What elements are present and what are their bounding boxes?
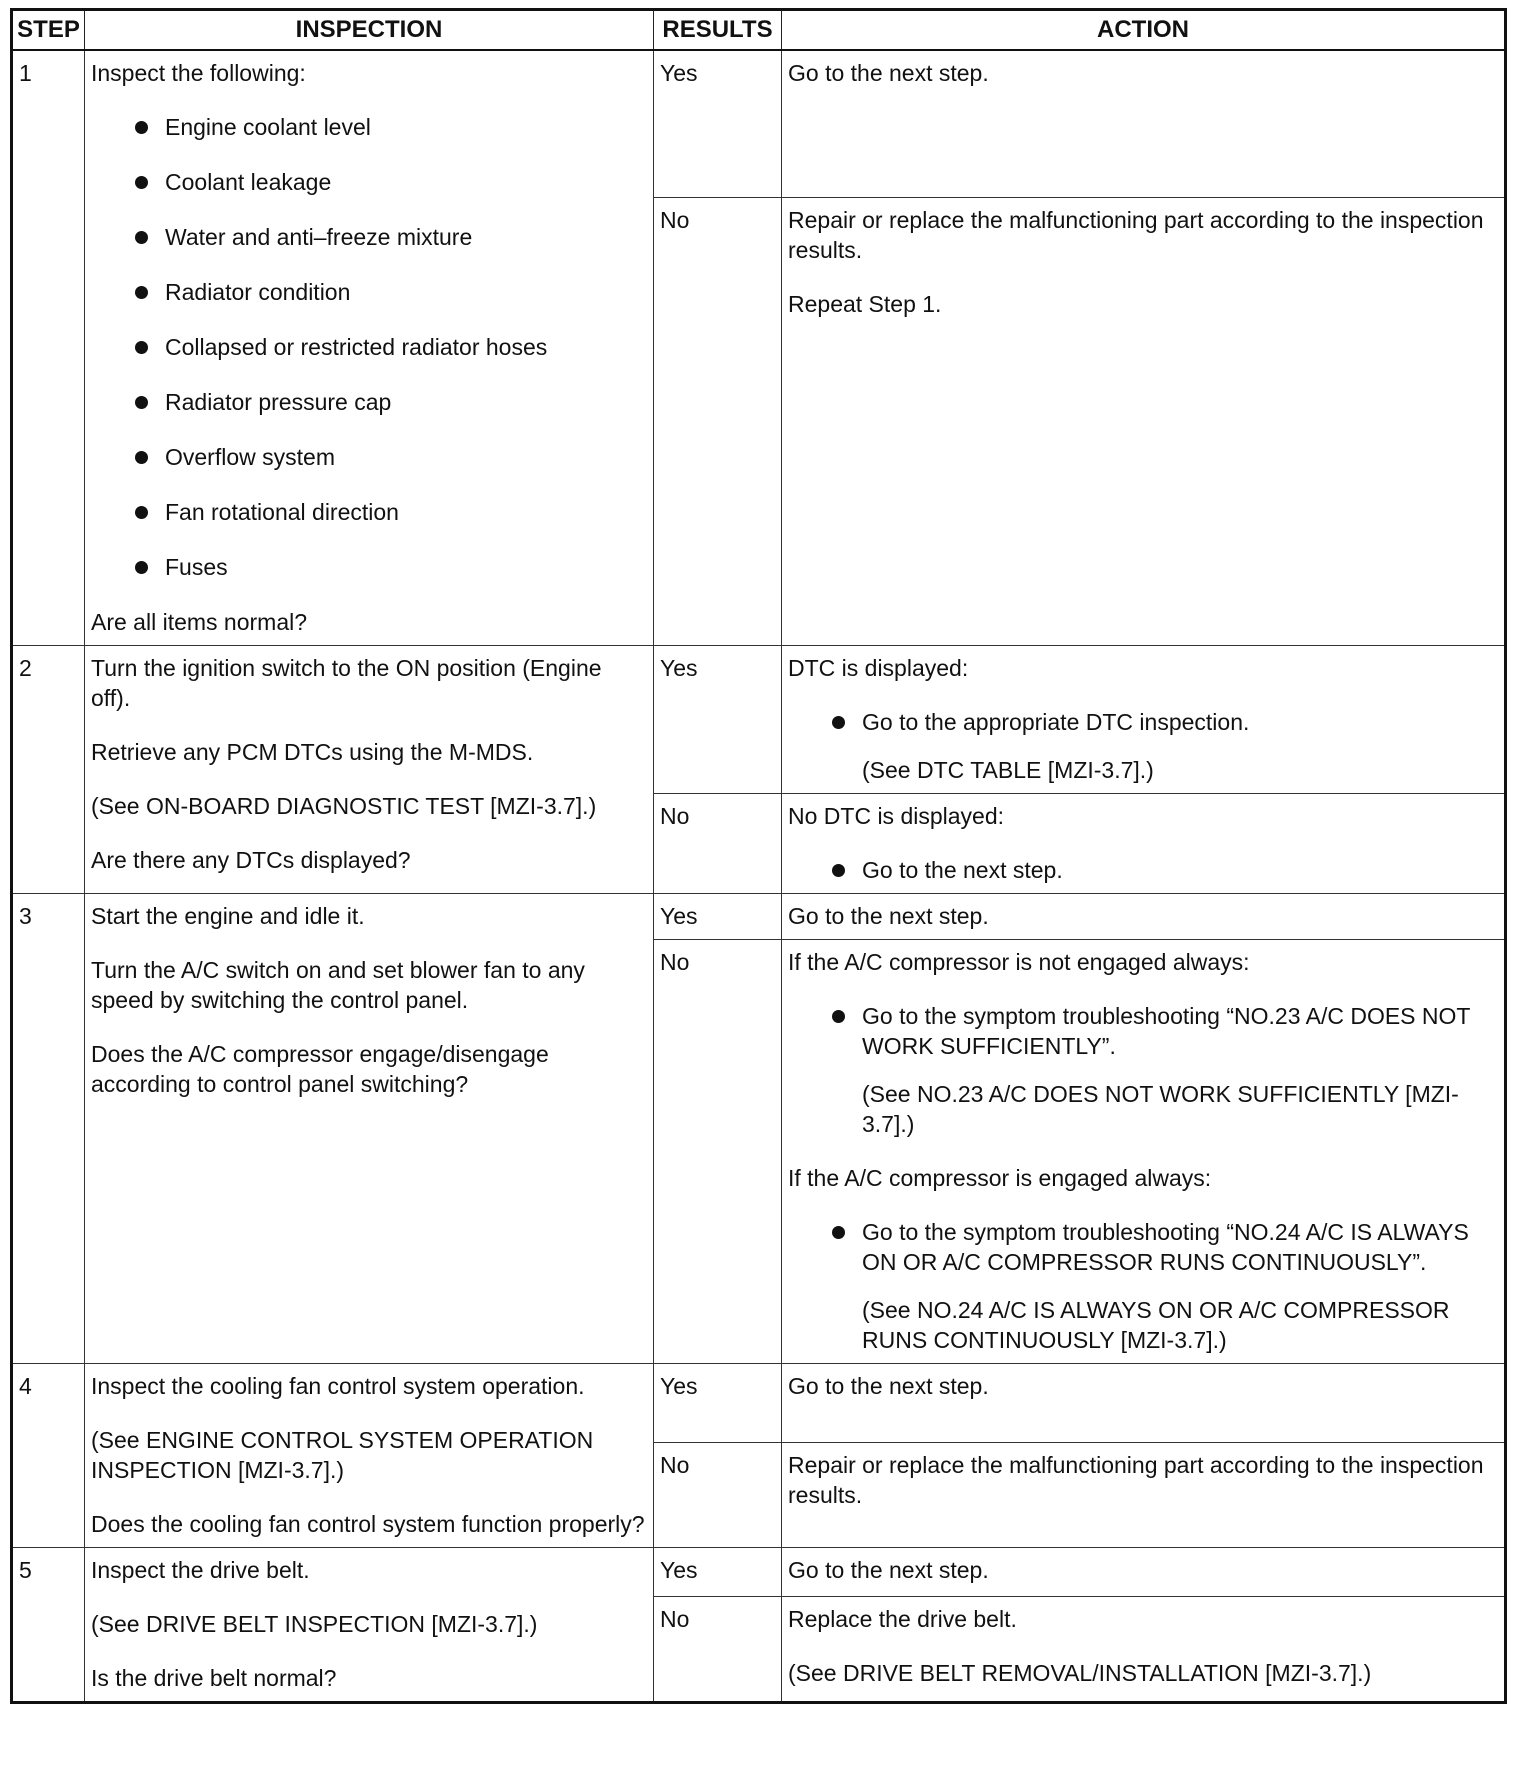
step-2-inspection (85, 646, 654, 894)
diagnostic-page (10, 8, 1504, 1704)
step-5-yes-action: Go to the next step. (782, 1548, 1506, 1597)
header-inspection: INSPECTION (85, 10, 654, 51)
step-1-item: Coolant leakage (135, 167, 647, 197)
step-3-yes-row (12, 894, 1506, 940)
step-2-yes-result: Yes (654, 646, 782, 794)
step-5-yes-row (12, 1548, 1506, 1597)
step-2-number: 2 (12, 646, 85, 894)
step-2-yes-bullet: Go to the appropriate DTC inspection. (832, 707, 1498, 737)
step-1-item: Fan rotational direction (135, 497, 647, 527)
step-1-yes-row (12, 50, 1506, 198)
step-2-yes-reference: (See DTC TABLE [MZI-3.7].) (862, 757, 1154, 783)
step-1-yes-result: Yes (654, 50, 782, 198)
step-3-no-bullet-list-1 (788, 1001, 1498, 1061)
diagnostic-procedure-table (10, 8, 1507, 1704)
step-1-item: Water and anti–freeze mixture (135, 222, 647, 252)
step-5-no-reference: (See DRIVE BELT REMOVAL/INSTALLATION [MZI-3.7].) (788, 1659, 1372, 1686)
step-2-instruction: Turn the ignition switch to the ON position (Engine off). (91, 655, 602, 711)
step-5-yes-result: Yes (654, 1548, 782, 1597)
step-4-instruction: Inspect the cooling fan control system operation. (91, 1373, 585, 1399)
step-5-question: Is the drive belt normal? (91, 1665, 337, 1691)
step-3-number: 3 (12, 894, 85, 1364)
step-3-yes-result: Yes (654, 894, 782, 940)
step-3-no-reference-2: (See NO.24 A/C IS ALWAYS ON OR A/C COMPRESSOR RUNS CONTINUOUSLY [MZI-3.7].) (862, 1297, 1450, 1353)
step-2-yes-row (12, 646, 1506, 794)
step-5-no-result: No (654, 1596, 782, 1703)
step-5-instruction: Inspect the drive belt. (91, 1557, 310, 1583)
step-3-no-reference-1: (See NO.23 A/C DOES NOT WORK SUFFICIENTLY [MZI-3.7].) (862, 1081, 1459, 1137)
step-1-item-list (91, 112, 647, 582)
step-4-yes-action: Go to the next step. (782, 1364, 1506, 1443)
step-1-no-action-repeat: Repeat Step 1. (788, 291, 942, 317)
step-3-question: Does the A/C compressor engage/disengage according to control panel switching? (91, 1041, 549, 1097)
step-3-no-result: No (654, 940, 782, 1364)
step-1-no-result: No (654, 198, 782, 646)
step-1-item: Radiator pressure cap (135, 387, 647, 417)
step-4-number: 4 (12, 1364, 85, 1548)
step-3-no-action (782, 940, 1506, 1364)
step-2-reference: (See ON-BOARD DIAGNOSTIC TEST [MZI-3.7].) (91, 793, 597, 819)
step-2-yes-bullet-list (788, 707, 1498, 737)
step-1-item: Collapsed or restricted radiator hoses (135, 332, 647, 362)
step-2-no-action-text: No DTC is displayed: (788, 803, 1005, 829)
step-1-item: Engine coolant level (135, 112, 647, 142)
step-1-no-action (782, 198, 1506, 646)
step-3-yes-action: Go to the next step. (782, 894, 1506, 940)
step-2-retrieve: Retrieve any PCM DTCs using the M-MDS. (91, 739, 534, 765)
table-header-row (12, 10, 1506, 51)
header-results: RESULTS (654, 10, 782, 51)
step-3-no-bullet-list-2 (788, 1217, 1498, 1277)
header-action: ACTION (782, 10, 1506, 51)
step-4-question: Does the cooling fan control system function properly? (91, 1511, 645, 1537)
step-4-inspection (85, 1364, 654, 1548)
header-step: STEP (12, 10, 85, 51)
step-3-start-engine: Start the engine and idle it. (91, 903, 365, 929)
step-4-yes-result: Yes (654, 1364, 782, 1443)
step-4-no-action: Repair or replace the malfunctioning part according to the inspection results. (782, 1443, 1506, 1548)
step-3-no-bullet-2: Go to the symptom troubleshooting “NO.24 A/C IS ALWAYS ON OR A/C COMPRESSOR RUNS CONTINUOUSLY”. (832, 1217, 1498, 1277)
step-5-no-action-text: Replace the drive belt. (788, 1605, 1017, 1632)
step-1-intro: Inspect the following: (91, 60, 306, 86)
step-1-number: 1 (12, 50, 85, 646)
step-3-ac-switch: Turn the A/C switch on and set blower fan to any speed by switching the control panel. (91, 957, 585, 1013)
step-5-number: 5 (12, 1548, 85, 1703)
step-1-yes-action: Go to the next step. (782, 50, 1506, 198)
step-5-reference: (See DRIVE BELT INSPECTION [MZI-3.7].) (91, 1611, 538, 1637)
step-3-no-case-2: If the A/C compressor is engaged always: (788, 1165, 1212, 1191)
step-4-no-result: No (654, 1443, 782, 1548)
step-2-no-bullet-list (788, 855, 1498, 885)
step-2-no-result: No (654, 794, 782, 894)
step-1-no-action-text: Repair or replace the malfunctioning part according to the inspection results. (788, 207, 1484, 263)
step-1-item: Fuses (135, 552, 647, 582)
step-1-item: Overflow system (135, 442, 647, 472)
step-2-no-action (782, 794, 1506, 894)
step-1-inspection (85, 50, 654, 646)
step-3-inspection (85, 894, 654, 1364)
step-3-no-case-1: If the A/C compressor is not engaged always: (788, 949, 1250, 975)
step-4-yes-row (12, 1364, 1506, 1443)
step-1-question: Are all items normal? (91, 609, 308, 635)
step-2-yes-action (782, 646, 1506, 794)
step-3-no-bullet-1: Go to the symptom troubleshooting “NO.23 A/C DOES NOT WORK SUFFICIENTLY”. (832, 1001, 1498, 1061)
step-4-reference: (See ENGINE CONTROL SYSTEM OPERATION INSPECTION [MZI-3.7].) (91, 1427, 594, 1483)
step-2-question: Are there any DTCs displayed? (91, 847, 411, 873)
step-5-no-action (782, 1596, 1506, 1703)
step-2-no-bullet: Go to the next step. (832, 855, 1498, 885)
step-2-yes-action-text: DTC is displayed: (788, 655, 969, 681)
step-5-inspection (85, 1548, 654, 1703)
step-1-item: Radiator condition (135, 277, 647, 307)
